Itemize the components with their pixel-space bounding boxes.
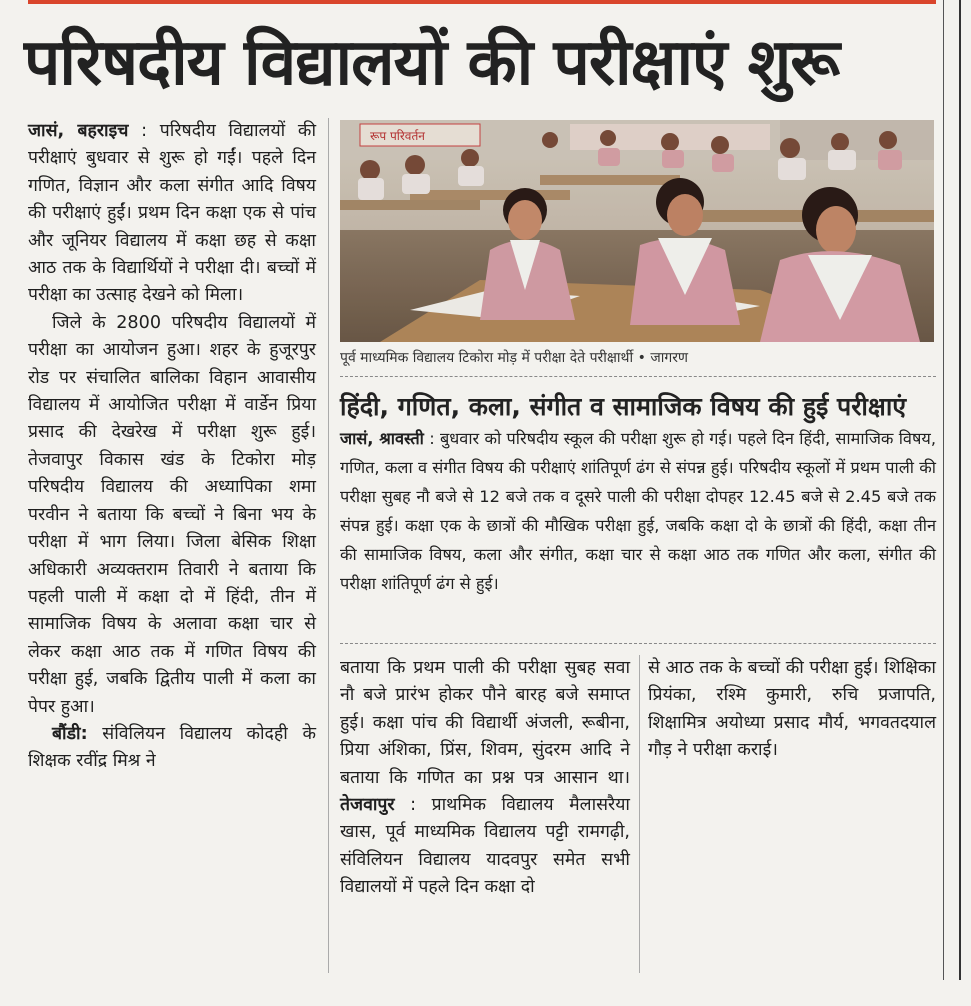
article2-headline: हिंदी, गणित, कला, संगीत व सामाजिक विषय की हुई परीक्षाएं (340, 392, 907, 421)
article2-dateline: जासं, श्रावस्ती (340, 429, 424, 448)
article1-para5-text: प्राथमिक विद्यालय मैलासरैया खास, पूर्व माध्यमिक विद्यालय पट्टी रामगढ़ी, संविलियन विद्यालय यादवपुर समेत सभी विद्यालयों में पहले दिन कक्षा दो (340, 795, 630, 898)
main-headline: परिषदीय विद्यालयों की परीक्षाएं शुरू (24, 26, 839, 100)
photo-credit: जागरण (650, 350, 689, 366)
article2-body (340, 424, 936, 598)
column-divider-1 (328, 118, 329, 973)
article1-column4 (648, 655, 936, 765)
photo-caption-text: पूर्व माध्यमिक विद्यालय टिकोरा मोड़ में परीक्षा देते परीक्षार्थी (340, 350, 634, 366)
article1-para4-text: बताया कि प्रथम पाली की परीक्षा सुबह सवा नौ बजे प्रारंभ होकर पौने बारह बजे समाप्त हुई। कक्षा पांच की विद्यार्थी अंजली, रूबीना, प्रिया अंशिका, प्रिंस, शिवम, सुंदरम आदि ने बताया कि गणित का प्रश्न पत्र आसान था। (340, 658, 630, 788)
article1-dateline: जासं, बहराइच (28, 121, 129, 141)
article1-dateline-sep: : (128, 121, 160, 141)
article2-body-text: बुधवार को परिषदीय स्कूल की परीक्षा शुरू हो गई। पहले दिन हिंदी, सामाजिक विषय, गणित, कला व संगीत विषय की परीक्षाएं शांतिपूर्ण ढंग से संपन्न हुई। परिषदीय स्कूलों में प्रथम पाली की परीक्षा सुबह नौ बजे से 12 बजे तक व दूसरे पाली की परीक्षा दोपहर 12.45 बजे से 2.45 बजे तक संपन्न हुई। कक्षा एक के छात्रों की मौखिक परीक्षा हुई, जबकि कक्षा दो के छात्रों की हिंदी, कक्षा तीन की सामाजिक विषय, कला और संगीत, कक्षा चार से कक्षा आठ तक गणित और कला, संगीत की परीक्षा शांतिपूर्ण ढंग से हुई। (340, 429, 936, 593)
article1-para3 (28, 721, 316, 776)
photo-caption (340, 348, 934, 368)
photo-caption-sep: • (633, 350, 651, 366)
article1-para4 (340, 655, 630, 902)
article1-para1 (28, 118, 316, 310)
article1-column3 (340, 655, 630, 902)
column-divider-2 (639, 655, 640, 973)
article2-body-block (340, 424, 936, 598)
article2-dateline-sep: : (423, 429, 440, 448)
section-divider-2 (340, 643, 936, 644)
column-rule-right (943, 0, 944, 980)
article1-place-tejwapur: तेजवापुर (340, 795, 395, 816)
article1-place3-sep: : (394, 795, 432, 816)
photo-wall-banner: रूप परिवर्तन (370, 129, 425, 143)
article1-column1 (28, 118, 316, 776)
page-edge-rule (959, 0, 961, 980)
exam-hall-photo (340, 120, 934, 342)
article1-para1-text: परिषदीय विद्यालयों की परीक्षाएं बुधवार से शुरू हो गईं। पहले दिन गणित, विज्ञान और कला संगीत आदि विषय की परीक्षाएं हुईं। प्रथम दिन कक्षा एक से पांच और जूनियर विद्यालय में कक्षा छह से कक्षा आठ तक के विद्यार्थियों ने परीक्षा दी। बच्चों में परीक्षा का उत्साह देखने को मिला। (28, 121, 317, 306)
article1-place-baundi: बौंडी: (52, 723, 88, 744)
top-accent-bar (28, 0, 936, 4)
section-divider-1 (340, 376, 936, 377)
article1-para2: जिले के 2800 परिषदीय विद्यालयों में परीक्षा का आयोजन हुआ। शहर के हुजूरपुर रोड पर संचालित बालिका विहान आवासीय विद्यालय में आयोजित परीक्षा में वार्डेन प्रिया प्रसाद की देखरेख में परीक्षा शुरू हुई। तेजवापुर विकास खंड के टिकोरा मोड़ परिषदीय विद्यालय की अध्यापिका शमा परवीन ने बताया कि बच्चों ने बिना भय के परीक्षा में भाग लिया। जिला बेसिक शिक्षा अधिकारी अव्यक्तराम तिवारी ने बताया कि पहली पाली में कक्षा दो में हिंदी, तीन में सामाजिक विषय के अलावा कक्षा चार से लेकर कक्षा आठ तक में गणित विषय की परीक्षा हुई, जबकि द्वितीय पाली में कला का पेपर हुआ। (28, 312, 316, 717)
article1-para6: से आठ तक के बच्चों की परीक्षा हुई। शिक्षिका प्रियंका, रश्मि कुमारी, रुचि प्रजापति, शिक्षामित्र अयोध्या प्रसाद मौर्य, भगवतदयाल गौड़ ने परीक्षा कराई। (648, 658, 936, 761)
article1-para3-text: संविलियन विद्यालय कोदही के शिक्षक रवींद्र मिश्र ने (28, 723, 316, 772)
